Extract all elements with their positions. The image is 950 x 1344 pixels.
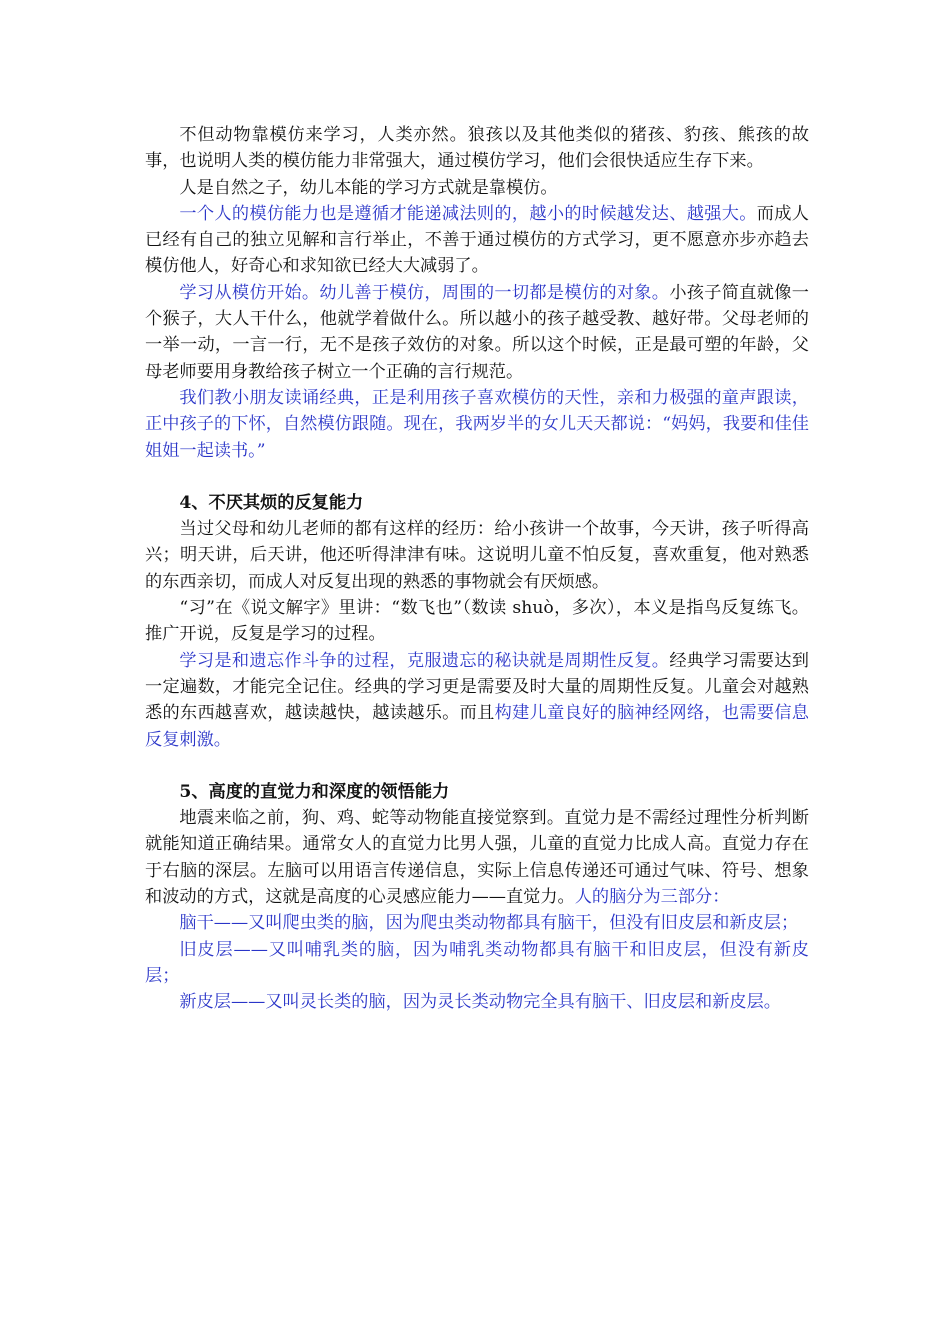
highlight-text: 人的脑分为三部分：: [574, 887, 730, 908]
paragraph-classics-reading: 我们教小朋友读诵经典，正是利用孩子喜欢模仿的天性，亲和力极强的童声跟读，正中孩子的下怀，自然模仿跟随。现在，我两岁半的女儿天天都说：“妈妈，我要和佳佳姐姐一起读书。”: [145, 387, 809, 461]
paragraph-repetition-experience: 当过父母和幼儿老师的都有这样的经历：给小孩讲一个故事，今天讲，孩子听得高兴；明天讲，后天讲，他还听得津津有味。这说明儿童不怕反复，喜欢重复，他对熟悉的东西亲切，而成人对反复出现的熟悉的事物就会有厌烦感。: [145, 519, 809, 592]
paragraph-imitation-intro: 不但动物靠模仿来学习，人类亦然。狼孩以及其他类似的猪孩、豹孩、熊孩的故事，也说明人类的模仿能力非常强大，通过模仿学习，他们会很快适应生存下来。: [145, 125, 809, 172]
section-heading-4: 4、不厌其烦的反复能力: [179, 492, 364, 513]
spacer: [145, 753, 809, 779]
document-page: [145, 122, 809, 1016]
spacer: [145, 464, 809, 490]
paragraph-learning-starts: 学习从模仿开始。幼儿善于模仿，周围的一切都是模仿的对象。小孩子简直就像一个猴子，大人干什么，他就学着做什么。所以越小的孩子越受教、越好带。父母老师的一举一动，一言一行，无不是孩子效仿的对象。所以这个时候，正是最可塑的年龄，父母老师要用身教给孩子树立一个正确的言行规范。: [145, 282, 809, 382]
paragraph-intuition: 地震来临之前，狗、鸡、蛇等动物能直接觉察到。直觉力是不需经过理性分析判断就能知道正确结果。通常女人的直觉力比男人强，儿童的直觉力比成人高。直觉力存在于右脑的深层。左脑可以用语言传递信息，实际上信息传递还可通过气味、符号、想象和波动的方式，这就是高度的心灵感应能力——直觉力。人的脑分为三部分：: [145, 808, 809, 908]
highlight-text: 构建儿童良好的脑神经网络，也需要信息反复刺激。: [145, 703, 809, 750]
highlight-text: 学习是和遗忘作斗争的过程，克服遗忘的秘诀就是周期性反复。: [179, 650, 670, 671]
paragraph-forgetting: 学习是和遗忘作斗争的过程，克服遗忘的秘诀就是周期性反复。经典学习需要达到一定遍数，才能完全记住。经典的学习更是需要及时大量的周期性反复。儿童会对越熟悉的东西越喜欢，越读越快，越读越乐。而且构建儿童良好的脑神经网络，也需要信息反复刺激。: [145, 650, 809, 750]
highlight-text: 学习从模仿开始。幼儿善于模仿，周围的一切都是模仿的对象。: [179, 282, 670, 303]
paragraph-neocortex: 新皮层——又叫灵长类的脑，因为灵长类动物完全具有脑干、旧皮层和新皮层。: [179, 992, 781, 1013]
paragraph-imitation-law: 一个人的模仿能力也是遵循才能递减法则的，越小的时候越发达、越强大。而成人已经有自己的独立见解和言行举止，不善于通过模仿的方式学习，更不愿意亦步亦趋去模仿他人，好奇心和求知欲已经大大减弱了。: [145, 203, 809, 277]
paragraph-brainstem: 脑干——又叫爬虫类的脑，因为爬虫类动物都具有脑干，但没有旧皮层和新皮层；: [179, 913, 799, 934]
paragraph-child-of-nature: 人是自然之子，幼儿本能的学习方式就是靠模仿。: [179, 177, 558, 198]
section-heading-5: 5、高度的直觉力和深度的领悟能力: [179, 781, 450, 802]
highlight-text: 一个人的模仿能力也是遵循才能递减法则的，越小的时候越发达、越强大。: [179, 203, 757, 224]
paragraph-xi-meaning: “习”在《说文解字》里讲：“数飞也”（数读 shuò，多次），本义是指鸟反复练飞。推广开说，反复是学习的过程。: [145, 598, 809, 645]
paragraph-old-cortex: 旧皮层——又叫哺乳类的脑，因为哺乳类动物都具有脑干和旧皮层，但没有新皮层；: [145, 939, 809, 986]
